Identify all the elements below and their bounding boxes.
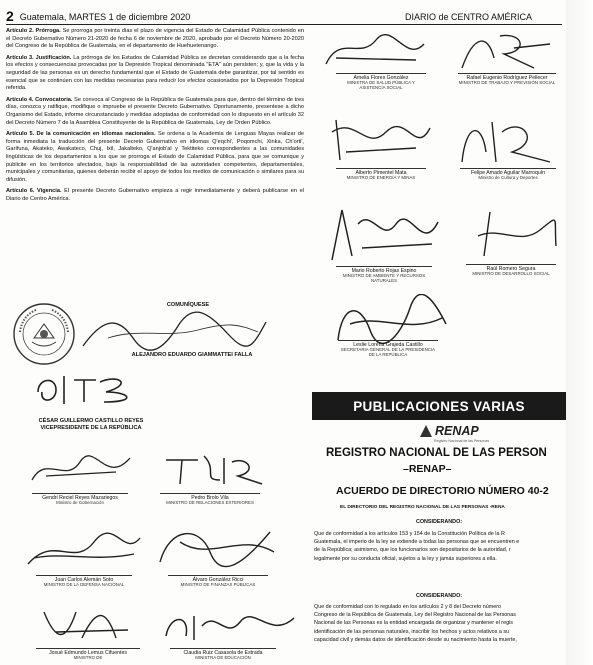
renap-subtitle: –RENAP–: [403, 463, 452, 475]
renap-logo: [420, 423, 479, 439]
s6-name: Claudia Ruiz Casasola de Estrada: [170, 648, 276, 656]
presidential-seal: [12, 302, 76, 366]
publicaciones-banner: PUBLICACIONES VARIAS: [312, 392, 566, 420]
paragraph-line: identificación de las personas naturales, inscribir los hechos y actos relativos a su: [314, 628, 510, 635]
considerando-1-paragraph: [314, 530, 570, 563]
signature-vp: [34, 372, 144, 408]
signature-r3: [326, 112, 436, 168]
considerando-1: CONSIDERANDO:: [415, 519, 463, 525]
page-number: 2: [6, 8, 14, 24]
r7-name: Leslie Lorena Grajeda Castillo: [338, 340, 438, 348]
article-label: Artículo 4. Convocatoria.: [6, 96, 73, 103]
r5-title: MINISTRO DE AMBIENTE Y RECURSOS NATURALES: [342, 273, 426, 283]
r2-name: Rafael Eugenio Rodríguez Pellecer: [458, 73, 556, 81]
r3-title: MINISTRO DE ENERGÍA Y MINAS: [346, 175, 416, 180]
r6-name: Raúl Romero Segura: [466, 264, 556, 272]
signature-s6: [160, 606, 300, 650]
renap-logo-subtitle: Registro Nacional de las Personas: [434, 439, 490, 443]
r4-name: Felipe Amado Aguilar Marroquín: [460, 168, 556, 176]
s5-name: Josué Edmundo Lemus Cifuentes: [36, 648, 140, 656]
vp-name: CÉSAR GUILLERMO CASTILLO REYES: [38, 418, 144, 424]
article-label: Artículo 3. Justificación.: [6, 54, 72, 61]
article-4: [6, 97, 304, 127]
article-text: Se ordena a la Academia de Lenguas Mayas realizar de forma inmediata la traducción del presente Decreto Gubernativo en idiomas Q'eqchi', Poqomchi, Xinka, Ch'orti', Garífuna, Akateko, Awakateco, Chuj, Ixil, Jakalteko, Q'anjob'al y Tektiteko correspondientes a las comunidades lingüísticas de los departamentos a los que se prorroga el Estado de Calamidad Pública, para que se comunique y publicite en los territorios afectados, bajo la responsabilidad de las autoridades competentes, departamentales, municipales y comunitarias, quienes deberán recibir el apoyo de todos los medios de comunicación o similares para su difusión.: [6, 131, 304, 183]
paragraph-line: Guatemala, el imperio de la ley se extiende a todas las personas que se encuentren e: [314, 539, 520, 546]
article-label: Artículo 6. Vigencia.: [6, 188, 62, 195]
paragraph-line: Que de conformidad con lo regulado en los artículos 2 y 8 del Decreto número: [314, 604, 501, 610]
r4-title: Ministro de Cultura y Deportes: [478, 175, 538, 180]
signature-president: [118, 302, 258, 354]
considerando-2-paragraph: [314, 603, 570, 663]
president-name: ALEJANDRO EDUARDO GIAMMATTEI FALLA: [131, 352, 253, 358]
s3-title: MINISTRO DE LA DEFENSA NACIONAL: [43, 582, 125, 587]
r6-title: MINISTRO DE DESARROLLO SOCIAL: [472, 271, 550, 276]
signature-r7: [330, 294, 450, 346]
signature-s2: [158, 450, 268, 490]
s2-name: Pedro Brolo Vila: [160, 493, 260, 501]
s2-title: MINISTRO DE RELACIONES EXTERIORES: [166, 500, 254, 505]
signature-r4: [452, 112, 556, 168]
signature-scribble: [78, 308, 268, 354]
r5-name: Mario Roberto Rojas Espino: [336, 266, 432, 274]
article-label: Artículo 5. De la comunicación en idiomas nacionales.: [6, 131, 156, 138]
header-date: Guatemala, MARTES 1 de diciembre 2020: [19, 12, 191, 22]
page-header: [6, 6, 562, 25]
r1-title: MINISTRA DE SALUD PÚBLICA Y ASISTENCIA SOCIAL: [347, 80, 415, 90]
paragraph-line: Nacional de las Personas es la entidad encargada de organizar y mantener el regis: [314, 620, 513, 627]
article-text: La prórroga de los Estados de Calamidad Pública se decretan considerando que a la fecha los efectos y consecuencias provocadas por la Depresión Tropical denominada "ETA" aún persisten; y, que la vida y la seguridad de las personas es un derecho fundamental que el Estado de Guatemala debe garantizar, por tal sentido es esencial que se continúen con las medidas necesarias para reducir los efectos ocasionados por la Depresión Tropical referida.: [6, 54, 304, 92]
renap-title: REGISTRO NACIONAL DE LAS PERSON: [326, 447, 547, 459]
comuniquese-label: COMUNÍQUESE: [166, 302, 210, 308]
paragraph-line: Congreso de la República de Guatemala, Ley del Registro Nacional de las Personas: [314, 612, 516, 619]
s1-name: Gendri Reciel Reyes Mazariegos: [32, 493, 128, 501]
article-5: [6, 131, 304, 184]
s5-title: MINISTRO DE: [73, 655, 103, 660]
signature-s1: [26, 450, 136, 490]
page-edge: [566, 0, 593, 665]
acuerdo-heading: ACUERDO DE DIRECTORIO NÚMERO 40-2: [336, 485, 549, 497]
r1-name: Amelia Flores González: [336, 73, 426, 81]
signature-s5: [36, 602, 136, 646]
signature-r2: [454, 28, 554, 74]
article-6: [6, 188, 304, 203]
signature-r6: [470, 206, 560, 262]
paragraph-line: de la República; asimismo, que los funcionarios son depositarios de la autoridad, r: [314, 547, 511, 554]
signature-s4: [150, 522, 280, 572]
renap-mark-icon: [420, 425, 432, 437]
r3-name: Alberto Pimentel Mata: [336, 168, 426, 176]
directorio-line: EL DIRECTORIO DEL REGISTRO NACIONAL DE LAS PERSONAS -RENA: [340, 505, 505, 510]
signature-s3: [24, 528, 144, 572]
paragraph-line: legalmente por su conducta oficial, sujetos a la ley y jamás superiores a ella.: [314, 555, 497, 562]
article-text: El presente Decreto Gubernativo empieza a regir inmediatamente y deberá publicarse en el Diario de Centro América.: [6, 188, 304, 202]
newspaper-name: DIARIO de CENTRO AMÉRICA: [404, 12, 532, 22]
s1-title: Ministro de Gobernación: [56, 500, 104, 505]
article-label: Artículo 2. Prórroga.: [6, 28, 61, 34]
article-3: [6, 55, 304, 93]
article-text: Se convoca al Congreso de la República de Guatemala para que, dentro del término de tres días, conozca y ratifique, modifique o impruebe el presente Decreto Gubernativo. Oportunamente, presentese a dicho Organismo del Estado, informe circunstanciado y medidas adoptadas de conformidad con lo dispuesto en el artículo 32 del Decreto Número 7 de la Asamblea Constituyente de la República de Guatemala, Ley de Orden Público.: [6, 96, 304, 126]
r7-title: SECRETARIA GENERAL DE LA PRESIDENCIA DE LA REPÚBLICA: [340, 347, 436, 357]
considerando-2: CONSIDERANDO:: [415, 593, 463, 599]
signature-r1: [320, 30, 430, 74]
paragraph-line: Que de conformidad a los artículos 153 y 154 de la Constitución Política de la R: [314, 531, 505, 537]
r2-title: MINISTRO DE TRABAJO Y PREVISIÓN SOCIAL: [458, 80, 556, 85]
article-2: [6, 28, 304, 51]
article-text: Se prorroga por treinta días el plazo de vigencia del Estado de Calamidad Pública contenido en el Decreto Gubernativo Número 21-2020 de fecha 6 de noviembre de 2020, aprobado por el Decreto Número 20-2020 del Congreso de la República de Guatemala, en el departamento de Huehuetenango.: [6, 28, 304, 50]
s3-name: Juan Carlos Alemán Soto: [36, 575, 132, 583]
s6-title: MINISTRA DE EDUCACIÓN: [195, 655, 251, 660]
s4-name: Álvaro González Ricci: [168, 575, 268, 583]
vp-title: VICEPRESIDENTE DE LA REPÚBLICA: [40, 425, 142, 431]
s4-title: MINISTRO DE FINANZAS PÚBLICAS: [180, 582, 256, 587]
paragraph-line: capacidad civil y demás datos de identificación desde su nacimiento hasta la muerte,: [314, 636, 517, 643]
renap-logo-text: RENAP: [435, 424, 479, 438]
signature-r5: [322, 204, 442, 266]
